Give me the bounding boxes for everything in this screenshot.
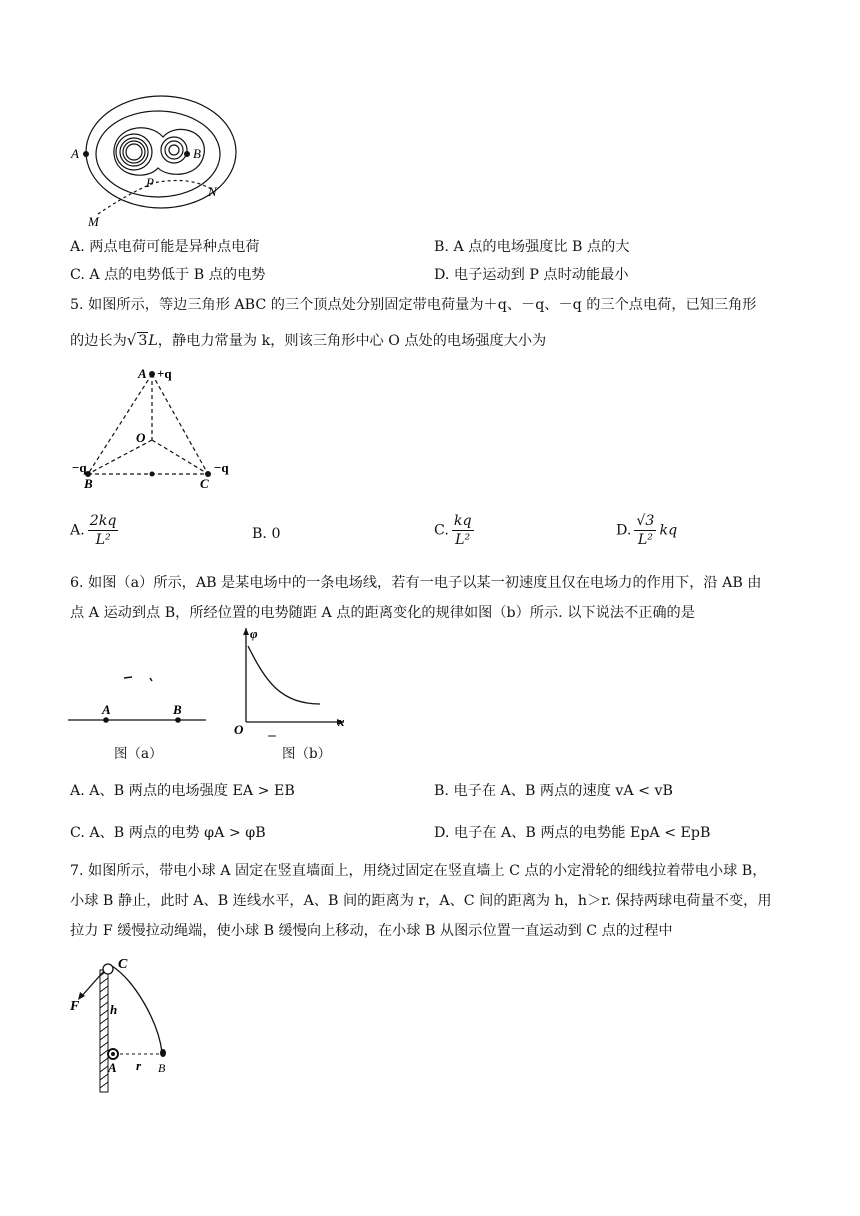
pulley-label-r: r [136,1058,142,1073]
q6-stem-line2: 点 A 运动到点 B，所经位置的电势随距 A 点的距离变化的规律如图（b）所示. 以下说法不正确的是 [70,605,695,621]
q6-option-b: B. 电子在 A、B 两点的速度 vA < vB [434,783,673,799]
q5-option-a: A. $\frac{2kq}{\text{L²}}$ [70,513,117,548]
q7-stem-line2: 小球 B 静止，此时 A、B 连线水平，A、B 间的距离为 r，A、C 间的距离为 h，h＞r. 保持两球电荷量不变，用 [70,893,772,909]
pulley-label-h: h [110,1002,118,1017]
q4-option-b: B. A 点的电场强度比 B 点的大 [434,239,630,255]
pulley-label-C: C [118,957,128,972]
q7-stem-line3: 拉力 F 缓慢拉动绳端，使小球 B 缓慢向上移动，在小球 B 从图示位置一直运动到 C 点的过程中 [70,923,673,939]
fig-b-label-O: O [234,722,244,737]
fig-b-label-x: x [338,714,345,729]
q5-stem-line2: 的边长为√ 3L，静电力常量为 k，则该三角形中心 O 点处的电场强度大小为 [70,331,547,349]
fig-b-caption: 图（b） [282,746,332,762]
q7-stem-line1: 7. 如图所示，带电小球 A 固定在竖直墙面上，用绕过固定在竖直墙上 C 点的小定滑轮的细线拉着带电小球 B， [70,863,767,879]
pulley-label-B: B [158,1061,166,1075]
triangle-figure [66,362,256,492]
tri-label-C: C [200,476,209,491]
q5-option-b: B. 0 [252,526,281,542]
tri-label-A: A [138,366,147,381]
q4-option-a: A. 两点电荷可能是异种点电荷 [70,239,260,255]
fig-a-caption: 图（a） [114,746,163,762]
tri-label-O: O [136,430,146,445]
tri-label-plus-q: +q [157,366,172,381]
tri-label-minus-q-left: −q [72,460,87,475]
q6-stem-line1: 6. 如图（a）所示，AB 是某电场中的一条电场线，若有一电子以某一初速度且仅在电场力的作用下，沿 AB 由 [70,575,762,591]
q5-option-d: D. $\frac{√3}{\text{L²}}$ kq [616,513,678,548]
q6-option-c: C. A、B 两点的电势 φA > φB [70,825,266,841]
q4-option-d: D. 电子运动到 P 点时动能最小 [434,267,629,283]
fig-a-label-B: B [173,702,182,717]
pulley-label-F: F [70,999,80,1014]
pulley-figure [66,952,196,1097]
q5-option-c: C. $\frac{kq}{\text{L²}}$ [434,513,472,548]
fig-a-label-A: A [102,702,111,717]
label-B: B [193,146,201,161]
fig-b-label-phi: φ [250,626,258,641]
q6-option-a: A. A、B 两点的电场强度 EA > EB [70,783,295,799]
q5-stem-line1: 5. 如图所示，等边三角形 ABC 的三个顶点处分别固定带电荷量为＋q、－q、－q 的三个点电荷，已知三角形 [70,297,757,313]
label-N: N [208,184,217,199]
label-M: M [88,214,99,229]
q4-option-c: C. A 点的电势低于 B 点的电势 [70,267,266,283]
label-A: A [71,146,79,161]
q6-option-d: D. 电子在 A、B 两点的电势能 EpA < EpB [434,825,711,841]
potential-graph-figure-b [226,622,356,740]
tri-label-B: B [84,476,93,491]
pulley-label-A: A [108,1060,117,1075]
tri-label-minus-q-right: −q [214,460,229,475]
label-P: P [146,175,154,190]
equipotential-figure [68,92,238,232]
